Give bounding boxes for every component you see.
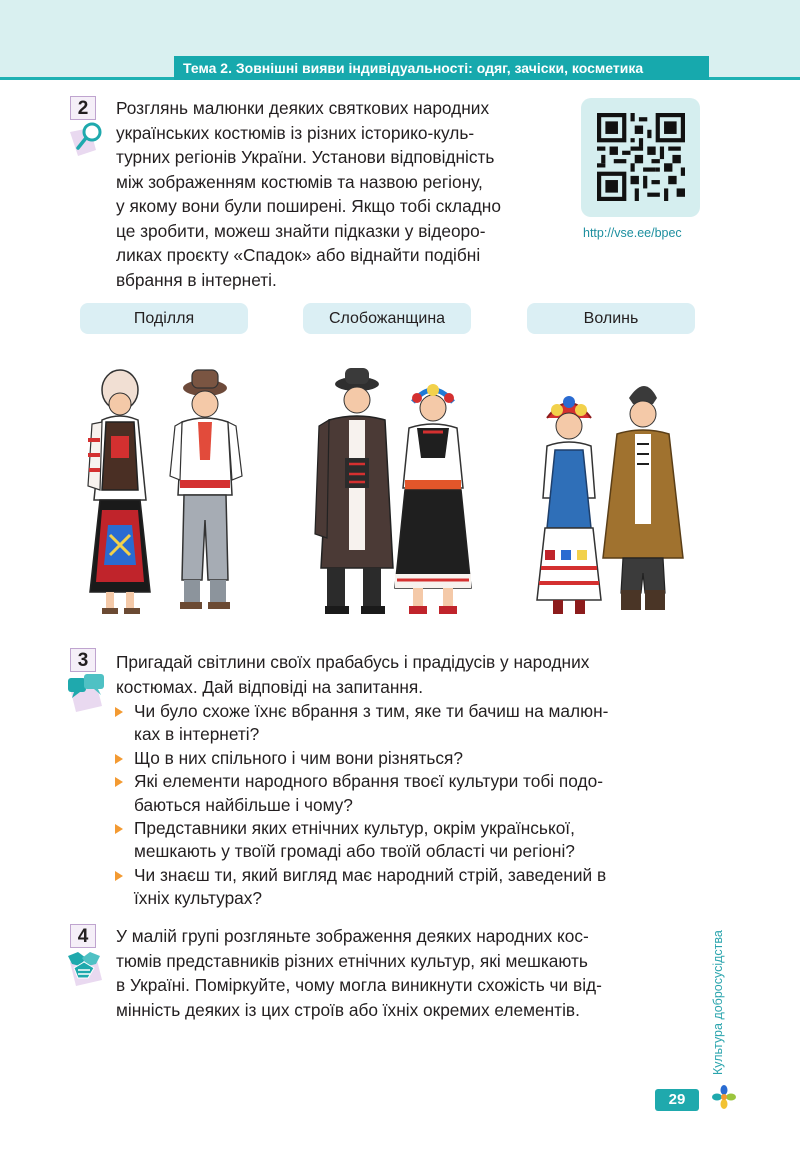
list-item: Чи було схоже їхнє вбрання з тим, яке ти бачиш на малюн- ках в інтернеті? (113, 700, 700, 747)
bullet-icon (115, 824, 123, 834)
task-2-number: 2 (70, 96, 96, 120)
topic-title: Тема 2. Зовнішні вияви індивідуальності: одяг, зачіски, косметика (174, 56, 709, 80)
magnifier-icon (66, 120, 104, 158)
region-label-slobozhanshchyna[interactable]: Слобожанщина (303, 303, 471, 334)
costume-couple-2[interactable] (305, 368, 480, 623)
list-item: Які елементи народного вбрання твоєї культури тобі подо- баються найбільше і чому? (113, 770, 700, 817)
page-number: 29 (655, 1089, 699, 1111)
region-label-podillia[interactable]: Поділля (80, 303, 248, 334)
task-4-text: У малій групі розгляньте зображення деяких народних кос- тюмів представників різних етнічних культур, які мешкають в Україні. Поміркуйте, чому могла виникнути схожість чи від- мінність деяких із цих строїв або їхніх окремих елементів. (116, 926, 602, 1020)
section-side-label: Культура добросусідства (711, 930, 725, 1075)
handshake-icon (64, 948, 106, 988)
speech-bubbles-icon (66, 672, 110, 714)
list-item: Що в них спільного і чим вони різняться? (113, 747, 700, 770)
bullet-icon (115, 777, 123, 787)
flower-icon (712, 1085, 736, 1109)
task-4-number: 4 (70, 924, 96, 948)
region-label-volyn[interactable]: Волинь (527, 303, 695, 334)
qr-link[interactable]: http://vse.ee/bpec (583, 226, 682, 240)
bullet-icon (115, 707, 123, 717)
qr-code[interactable] (597, 113, 685, 201)
task-3-number: 3 (70, 648, 96, 672)
costume-couple-1[interactable] (80, 360, 250, 625)
task-2-text: Розглянь малюнки деяких святкових народних українських костюмів із різних історико-куль- турних регіонів України. Установи відповідність між зображенням костюмів та назвою регіону, у якому вони були поширені. Якщо тобі складно це зробити, можеш знайти підказки у відеоро- ликах проєкту «Спадок» або віднайти подібні вбрання в інтернеті. (116, 98, 501, 290)
list-item: Представники яких етнічних культур, окрім української, мешкають у твоїй громаді або твоїй області чи регіоні? (113, 817, 700, 864)
list-item: Чи знаєш ти, який вигляд має народний стрій, заведений в їхніх культурах? (113, 864, 700, 911)
bullet-icon (115, 871, 123, 881)
task-3-questions (113, 700, 700, 911)
bullet-icon (115, 754, 123, 764)
qr-card (581, 98, 700, 217)
task-3-intro: Пригадай світлини своїх прабабусь і прадідусів у народних костюмах. Дай відповіді на запитання. (116, 652, 590, 697)
costume-couple-3[interactable] (533, 378, 693, 623)
